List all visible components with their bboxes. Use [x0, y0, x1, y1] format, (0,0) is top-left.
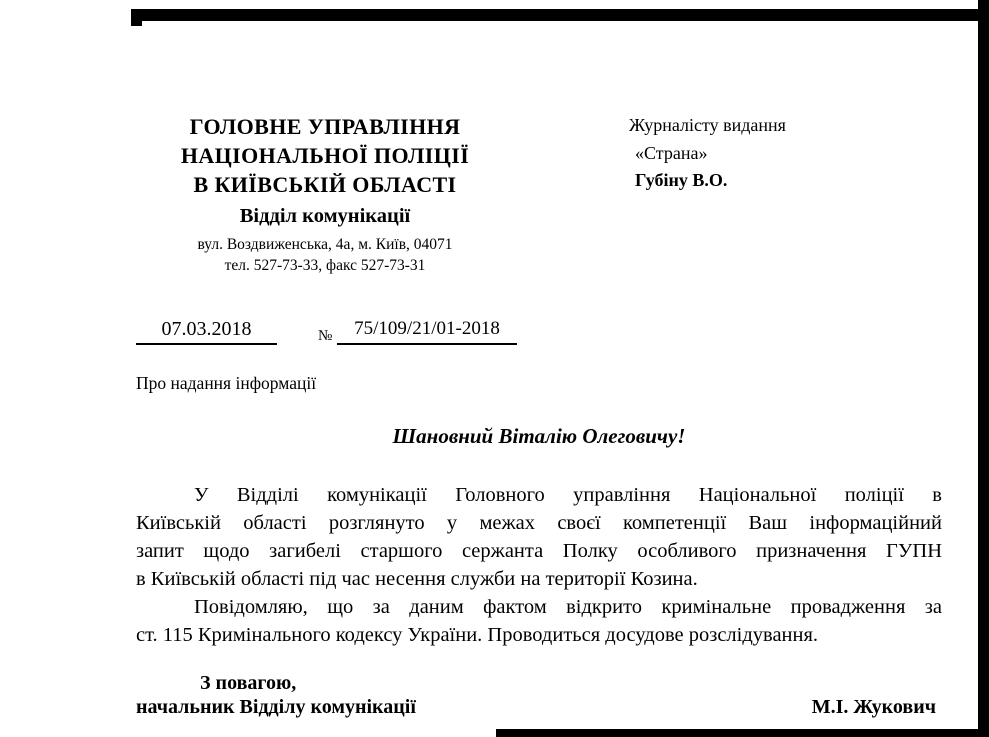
body-paragraphs	[136, 481, 942, 649]
recipient-name: Губіну В.О.	[635, 170, 728, 190]
org-name-line-1: ГОЛОВНЕ УПРАВЛІННЯ	[189, 114, 461, 139]
number-sign: №	[318, 328, 333, 344]
org-address: вул. Воздвиженська, 4а, м. Київ, 04071	[197, 236, 453, 253]
letter-date: 07.03.2018	[136, 318, 277, 345]
body-line: У Відділі комунікації Головного управління Національної поліції в	[194, 484, 942, 506]
letter-number: 75/109/21/01-2018	[337, 318, 517, 345]
recipient-line-1: Журналісту видання	[629, 115, 786, 135]
closing-phrase: З повагою,	[200, 672, 297, 694]
body-line: Київській області розглянуто у межах своєї компетенції Ваш інформаційний	[136, 512, 942, 534]
subject-line: Про надання інформації	[136, 373, 317, 393]
org-name-line-2: НАЦІОНАЛЬНОЇ ПОЛІЦІЇ	[180, 143, 470, 168]
recipient-block	[629, 112, 786, 195]
scan-artifact-bottom-bar	[496, 729, 989, 737]
letterhead	[137, 112, 513, 276]
scan-artifact-top-bar-nub	[131, 9, 142, 26]
salutation: Шановний Віталію Олеговичу!	[392, 424, 686, 448]
body-line: ст. 115 Кримінального кодексу України. Проводиться досудове розслідування.	[136, 624, 819, 646]
body-line: в Київській області під час несення служби на території Козина.	[136, 568, 698, 590]
department-name: Відділ комунікації	[239, 205, 411, 227]
org-name-line-3: В КИЇВСЬКІЙ ОБЛАСТІ	[193, 172, 457, 197]
scan-artifact-top-bar	[131, 9, 989, 21]
org-phones: тел. 527-73-33, факс 527-73-31	[224, 257, 426, 274]
body-line: запит щодо загибелі старшого сержанта Полку особливого призначення ГУПН	[136, 540, 942, 562]
signature-row	[136, 696, 936, 719]
signer-name: М.І. Жукович	[811, 696, 936, 718]
scan-artifact-right-bar	[978, 0, 989, 737]
recipient-line-2: «Страна»	[635, 142, 708, 163]
signer-position: начальник Відділу комунікації	[136, 696, 416, 718]
body-line: Повідомляю, що за даним фактом відкрито кримінальне провадження за	[194, 596, 942, 618]
